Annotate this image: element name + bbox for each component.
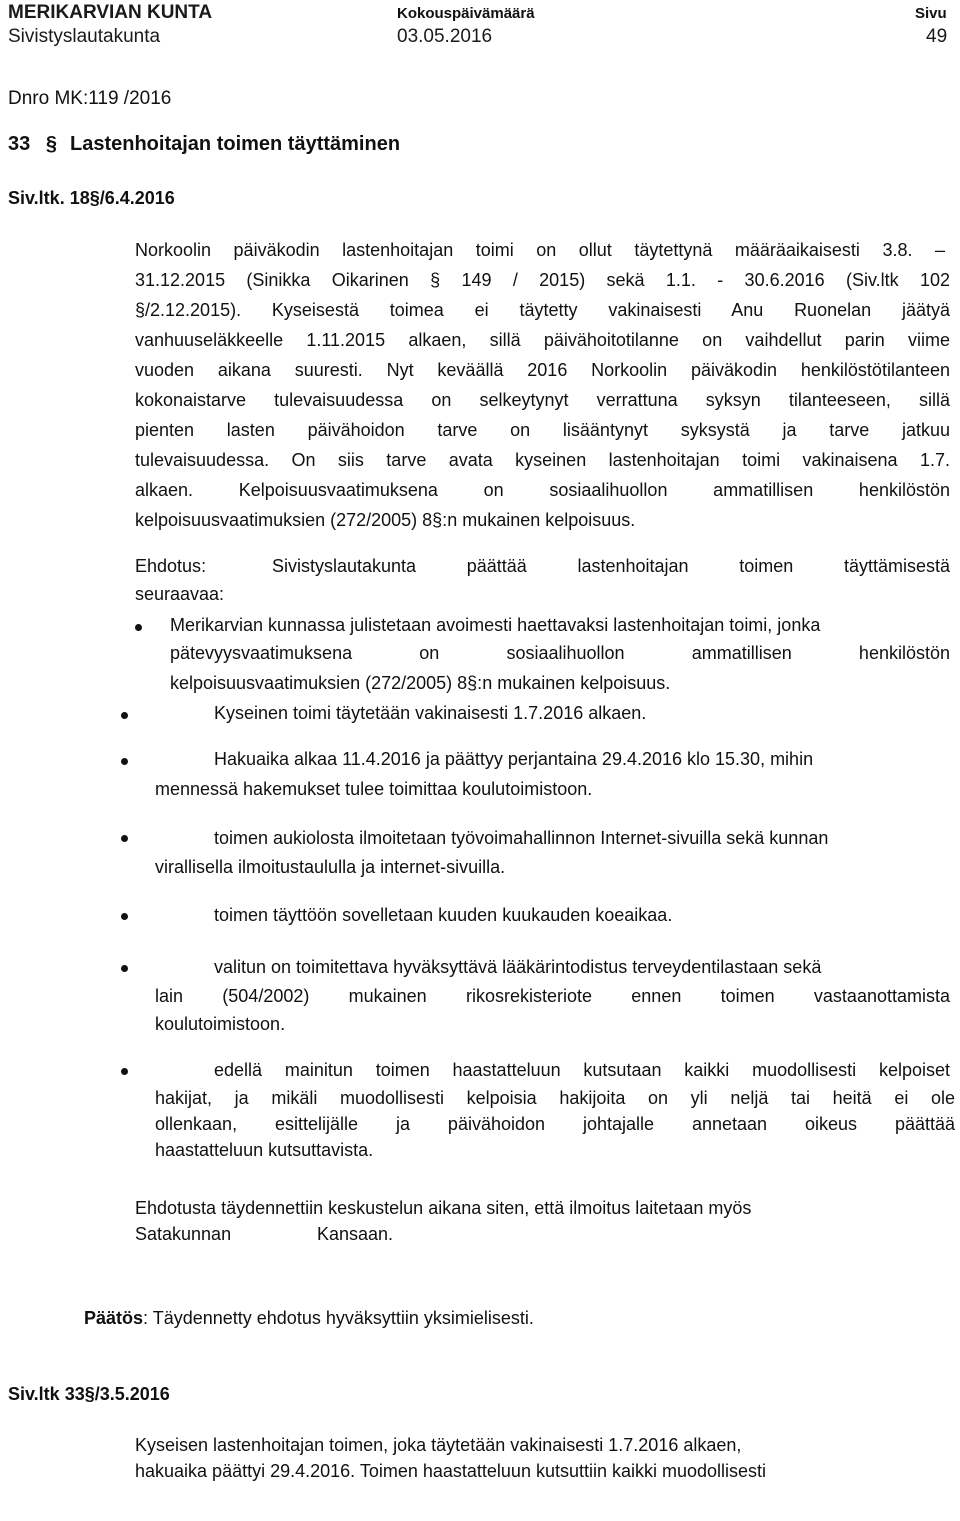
page-number: 49 [926,26,948,47]
bullet-line: hakijat, ja mikäli muodollisesti kelpoisia hakijoita on yli neljä tai heitä ei ole [155,1088,955,1108]
section-number-text: 33 [8,133,31,155]
intro-line: 31.12.2015 (Sinikka Oikarinen § 149 / 2015) sekä 1.1. - 30.6.2016 (Siv.ltk 102 [135,270,950,290]
intro-line: Norkoolin päiväkodin lastenhoitajan toimi on ollut täytettynä määräaikaisesti 3.8. – [135,240,945,260]
meeting-date-label: Kokouspäivämäärä [397,5,535,22]
bullet-line: ollenkaan, esittelijälle ja päivähoidon johtajalle annetaan oikeus päättää [155,1114,955,1134]
amendment-line: Ehdotusta täydennettiin keskustelun aikana siten, että ilmoitus laitetaan myös [135,1198,752,1218]
closing-line: hakuaika päättyi 29.4.2016. Toimen haastatteluun kutsuttiin kaikki muodollisesti [135,1461,767,1481]
intro-line: vanhuuseläkkeelle 1.11.2015 alkaen, sillä päivähoitotilanne on vaihdellut parin viime [135,330,950,350]
decision-text: : Täydennetty ehdotus hyväksyttiin yksimielisesti. [143,1308,534,1328]
intro-line: kokonaistarve tulevaisuudessa on selkeytynyt verrattuna syksyn tilanteeseen, sillä [135,390,950,410]
intro-line: vuoden aikana suuresti. Nyt keväällä 2016 Norkoolin päiväkodin henkilöstötilanteen [135,360,950,380]
bullet-line: toimen täyttöön sovelletaan kuuden kuukauden koeaikaa. [214,905,673,925]
section-title: Lastenhoitajan toimen täyttäminen [70,133,401,155]
reference-bottom: Siv.ltk 33§/3.5.2016 [8,1384,170,1404]
amendment-line-2a: Satakunnan [135,1224,232,1244]
bullet-line: mennessä hakemukset tulee toimittaa koulutoimistoon. [155,779,593,799]
board-name: Sivistyslautakunta [8,26,161,47]
decision [84,1308,534,1329]
section-number [8,133,57,156]
intro-line: tulevaisuudessa. On siis tarve avata kyseinen lastenhoitajan toimi vakinaisena 1.7. [135,450,950,470]
bullet-line: pätevyysvaatimuksena on sosiaalihuollon ammatillisen henkilöstön [170,643,950,663]
proposal-label: Ehdotus: [135,556,207,576]
bullet-icon [121,913,128,920]
bullet-line: Kyseinen toimi täytetään vakinaisesti 1.7.2016 alkaen. [214,703,647,723]
paragraph-icon: § [45,133,57,155]
decision-label: Päätös [84,1308,144,1328]
proposal-line: Sivistyslautakunta päättää lastenhoitajan toimen täyttämisestä [272,556,950,576]
intro-line: alkaen. Kelpoisuusvaatimuksena on sosiaalihuollon ammatillisen henkilöstön [135,480,950,500]
intro-line: §/2.12.2015). Kyseisestä toimea ei täytetty vakinaisesti Anu Ruonelan jäätyä [135,300,950,320]
intro-line: kelpoisuusvaatimuksien (272/2005) 8§:n mukainen kelpoisuus. [135,510,636,530]
bullet-line: toimen aukiolosta ilmoitetaan työvoimahallinnon Internet-sivuilla sekä kunnan [214,828,829,848]
organization-name: MERIKARVIAN KUNTA [8,2,213,23]
bullet-line: virallisella ilmoitustaululla ja internet-sivuilla. [155,857,506,877]
bullet-line: lain (504/2002) mukainen rikosrekisteriote ennen toimen vastaanottamista [155,986,950,1006]
bullet-icon [135,624,142,631]
dnro: Dnro MK:119 /2016 [8,88,172,109]
bullet-icon [121,1068,128,1075]
bullet-line: valitun on toimitettava hyväksyttävä lääkärintodistus terveydentilastaan sekä [214,957,822,977]
meeting-date: 03.05.2016 [397,26,493,47]
page-label: Sivu [915,5,947,22]
bullet-line: Merikarvian kunnassa julistetaan avoimesti haettavaksi lastenhoitajan toimi, jonka [170,615,821,635]
bullet-icon [121,712,128,719]
bullet-icon [121,758,128,765]
bullet-line: edellä mainitun toimen haastatteluun kutsutaan kaikki muodollisesti kelpoiset [214,1060,950,1080]
bullet-line: koulutoimistoon. [155,1014,286,1034]
proposal-label-text: Ehdotus [135,556,202,576]
bullet-line: haastatteluun kutsuttavista. [155,1140,374,1160]
reference-top: Siv.ltk. 18§/6.4.2016 [8,188,175,208]
bullet-line: Hakuaika alkaa 11.4.2016 ja päättyy perjantaina 29.4.2016 klo 15.30, mihin [214,749,814,769]
proposal-line-2: seuraavaa: [135,584,225,604]
bullet-icon [121,835,128,842]
intro-line: pienten lasten päivähoidon tarve on lisääntynyt syksystä ja tarve jatkuu [135,420,950,440]
bullet-icon [121,965,128,972]
bullet-line: kelpoisuusvaatimuksien (272/2005) 8§:n mukainen kelpoisuus. [170,673,671,693]
closing-line: Kyseisen lastenhoitajan toimen, joka täytetään vakinaisesti 1.7.2016 alkaen, [135,1435,742,1455]
amendment-line-2b: Kansaan. [317,1224,394,1244]
